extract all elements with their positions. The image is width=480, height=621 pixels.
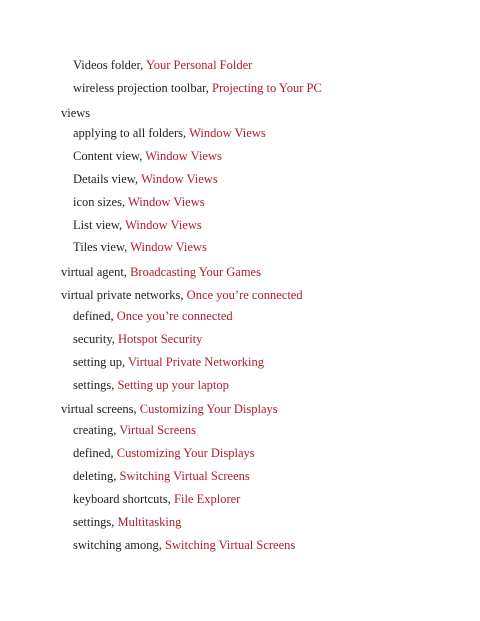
index-term: virtual agent, <box>61 265 127 279</box>
index-reference-link[interactable]: Once you’re connected <box>186 288 303 302</box>
index-reference-link[interactable]: Window Views <box>130 240 207 254</box>
index-entry <box>73 468 250 484</box>
index-entry <box>73 377 229 393</box>
index-reference-link[interactable]: Once you’re connected <box>116 309 233 323</box>
index-term: applying to all folders, <box>73 126 187 140</box>
index-entry <box>73 491 240 507</box>
index-reference-link[interactable]: Hotspot Security <box>118 332 203 346</box>
index-entry <box>73 239 207 255</box>
index-term: icon sizes, <box>73 195 126 209</box>
index-reference-link[interactable]: Window Views <box>127 195 205 209</box>
index-heading <box>61 105 90 121</box>
index-reference-link[interactable]: Window Views <box>141 172 218 186</box>
index-term: Videos folder, <box>73 58 144 72</box>
index-reference-link[interactable]: Broadcasting Your Games <box>130 265 261 279</box>
index-term: Tiles view, <box>73 240 128 254</box>
index-entry <box>73 422 196 438</box>
index-term: switching among, <box>73 538 162 552</box>
index-entry <box>73 308 233 324</box>
index-entry <box>73 80 322 96</box>
index-entry <box>73 57 252 73</box>
index-entry <box>73 331 202 347</box>
index-reference-link[interactable]: Your Personal Folder <box>145 58 253 72</box>
index-term: defined, <box>73 309 114 323</box>
index-term: wireless projection toolbar, <box>73 81 209 95</box>
index-entry <box>61 264 261 280</box>
index-reference-link[interactable]: Projecting to Your PC <box>212 81 322 95</box>
index-term: defined, <box>73 446 114 460</box>
index-entry <box>73 514 181 530</box>
index-entry <box>73 217 202 233</box>
index-term: creating, <box>73 423 117 437</box>
index-term: setting up, <box>73 355 126 369</box>
index-term: settings, <box>73 515 115 529</box>
index-entry <box>73 354 264 370</box>
index-reference-link[interactable]: Virtual Screens <box>119 423 196 437</box>
index-reference-link[interactable]: Customizing Your Displays <box>139 402 278 416</box>
index-reference-link[interactable]: Window Views <box>125 218 202 232</box>
index-reference-link[interactable]: Switching Virtual Screens <box>165 538 296 552</box>
index-entry <box>73 445 255 461</box>
index-reference-link[interactable]: Window Views <box>189 126 266 140</box>
index-term: settings, <box>73 378 115 392</box>
index-reference-link[interactable]: File Explorer <box>174 492 241 506</box>
index-term: virtual screens, <box>61 402 137 416</box>
index-term: Content view, <box>73 149 143 163</box>
index-term: security, <box>73 332 115 346</box>
index-entry <box>61 287 303 303</box>
index-term: views <box>61 106 91 120</box>
index-reference-link[interactable]: Setting up your laptop <box>117 378 229 392</box>
index-entry <box>73 194 205 210</box>
index-entry <box>73 148 222 164</box>
index-term: List view, <box>73 218 123 232</box>
index-entry <box>73 537 295 553</box>
index-entry <box>73 171 218 187</box>
index-entry <box>73 125 266 141</box>
index-reference-link[interactable]: Customizing Your Displays <box>116 446 255 460</box>
index-term: Details view, <box>73 172 139 186</box>
index-reference-link[interactable]: Window Views <box>145 149 222 163</box>
index-reference-link[interactable]: Switching Virtual Screens <box>119 469 250 483</box>
index-reference-link[interactable]: Virtual Private Networking <box>128 355 265 369</box>
index-term: keyboard shortcuts, <box>73 492 171 506</box>
index-reference-link[interactable]: Multitasking <box>117 515 182 529</box>
index-entry <box>61 401 278 417</box>
index-term: virtual private networks, <box>61 288 184 302</box>
index-term: deleting, <box>73 469 117 483</box>
